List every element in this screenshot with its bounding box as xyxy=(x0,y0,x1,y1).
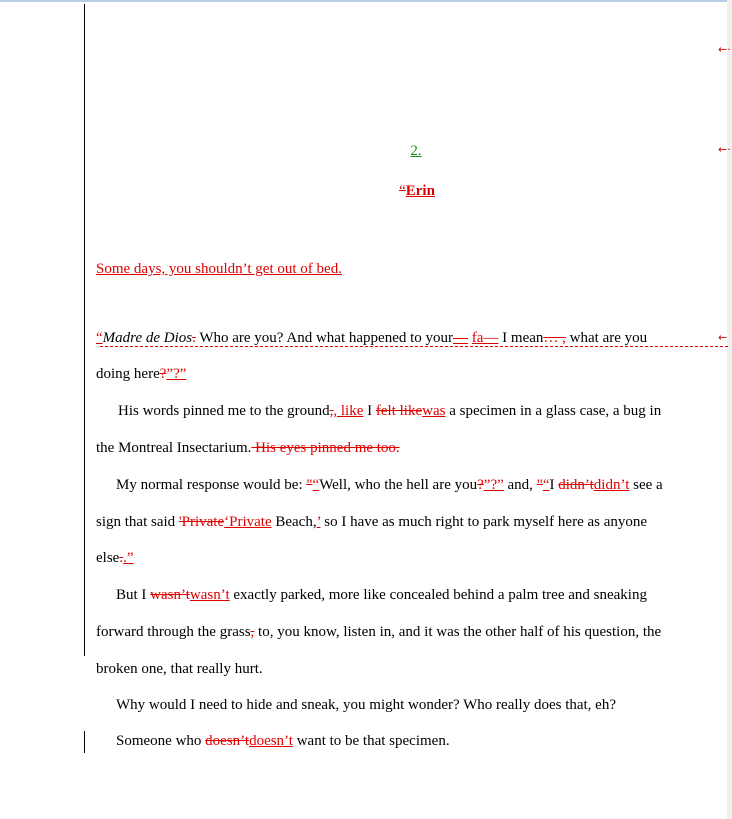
text-line: else..” xyxy=(96,550,134,566)
text-line: “Madre de Dios. Who are you? And what happened to your— fa— I mean… , what are you xyxy=(96,330,648,346)
change-bar xyxy=(84,731,85,753)
balloon-connector-icon[interactable]: ← xyxy=(718,331,728,344)
text-line: the Montreal Insectarium. His eyes pinned me too. xyxy=(96,440,400,456)
text-line: sign that said 'Private‘Private Beach,’ so I have as much right to park myself here as anyone xyxy=(96,514,648,530)
text-line: broken one, that really hurt. xyxy=(96,661,263,677)
text-line: His words pinned me to the ground,, like I felt likewas a specimen in a glass case, a bug in xyxy=(118,403,662,419)
chapter-title: “Erin xyxy=(399,183,435,199)
text-line: But I wasn’twasn’t exactly parked, more like concealed behind a palm tree and sneaking xyxy=(116,587,647,603)
opening-line: Some days, you shouldn’t get out of bed. xyxy=(96,261,342,277)
change-bar xyxy=(84,4,85,656)
comment-pane-edge xyxy=(727,0,732,819)
balloon-connector-icon[interactable]: ←· xyxy=(718,143,731,156)
text-line: doing here?”?” xyxy=(96,366,187,382)
top-ruler-edge xyxy=(0,0,732,2)
balloon-connector-icon[interactable]: ←· xyxy=(718,43,731,56)
text-line: forward through the grass, to, you know, listen in, and it was the other half of his question, the xyxy=(96,624,662,640)
text-line: My normal response would be: "“Well, who the hell are you?”?” and, "“I didn’tdidn’t see a xyxy=(116,477,663,493)
text-line: Why would I need to hide and sneak, you might wonder? Who really does that, eh? xyxy=(116,697,617,713)
text-line: Someone who doesn’tdoesn’t want to be that specimen. xyxy=(116,733,450,749)
chapter-number: 2. xyxy=(410,143,422,159)
